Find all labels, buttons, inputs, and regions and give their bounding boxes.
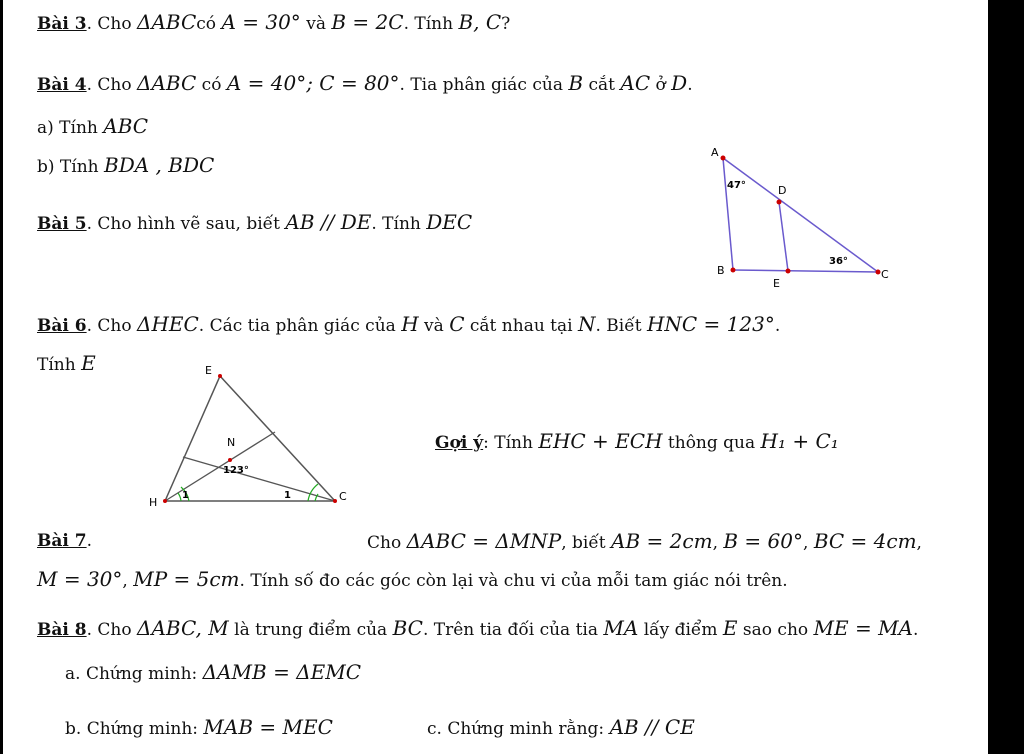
label-b: B [717,264,725,277]
exercise-8a [65,661,361,685]
exercise-6-question [37,352,96,376]
math: HNC = 123° [646,312,775,336]
text: . Tia phân giác của [399,75,569,95]
text: a) Tính [37,118,104,138]
math: MA [603,616,639,640]
math: AC [620,71,651,95]
text: c. Chứng minh rằng: [427,719,610,739]
point-h [163,499,167,503]
math: ABC [103,114,149,138]
text: cắt [583,75,621,95]
point-a [721,156,726,161]
text: , [712,533,724,553]
right-border [988,0,1024,754]
text: Tính [37,355,82,375]
angle-mark-h1 [178,493,181,501]
text: cắt nhau tại [464,316,578,336]
text: , [916,533,922,553]
math: E [722,616,738,640]
text: . Trên tia đối của tia [422,620,604,640]
text: ? [501,14,511,34]
math: EHC + ECH [538,429,663,453]
math: ΔABC = ΔMNP [406,529,562,553]
text: . Cho [86,316,137,336]
document-page [3,0,988,754]
angle-h1-label: 1 [182,490,189,501]
exercise-8c [427,716,695,740]
point-e [786,269,791,274]
math: H [401,312,419,336]
label-e: E [205,364,212,377]
angle-c1-label: 1 [284,490,291,501]
text: . Các tia phân giác của [198,316,402,336]
exercise-8 [37,617,918,641]
text: , [122,571,134,591]
segment-de [779,202,788,271]
exercise-7-label-line [37,530,92,552]
hint-label: Gợi ý [435,433,484,453]
math: D [671,71,688,95]
exercise-4a [37,115,148,139]
math: N [578,312,596,336]
exercise-3 [37,11,510,35]
segment-ec [220,376,335,501]
math: B = 60° [723,529,803,553]
math: C [449,312,465,336]
exercise-6-hint [435,430,839,454]
exercise-4-label: Bài 4 [37,75,87,95]
math: AB // DE [285,210,372,234]
exercise-3-label: Bài 3 [37,14,87,34]
text: . Tính số đo các góc còn lại và chu vi của mỗi tam giác nói trên. [239,571,788,591]
text: : Tính [483,433,539,453]
exercise-8-label: Bài 8 [37,620,87,640]
text: . Cho [86,14,137,34]
math: ME = MA [813,616,914,640]
bisector-c [183,457,335,501]
label-h: H [149,496,158,509]
angle-c-label: 36° [829,256,848,267]
point-c [876,270,881,275]
text: . Cho hình vẽ sau, biết [86,214,286,234]
label-e: E [773,277,780,290]
math: BC [392,616,423,640]
math: AB // CE [609,715,695,739]
text: Cho [367,533,407,553]
text: sao cho [737,620,814,640]
text: . [687,75,693,95]
text: là trung điểm của [228,620,393,640]
math: AB = 2cm [611,529,713,553]
exercise-7-line2 [37,568,788,592]
angle-n-label: 123° [223,465,249,476]
angle-a-label: 47° [727,180,746,191]
math: A = 30° [221,10,301,34]
text: . Tính [371,214,427,234]
text: và [300,14,332,34]
math: DEC [426,210,473,234]
exercise-7-label: Bài 7 [37,531,87,551]
label-d: D [778,184,787,197]
angle-mark-c2 [308,484,318,501]
label-c: C [881,268,889,281]
text: . [86,531,92,551]
math: ΔAMB = ΔEMC [202,660,362,684]
math: BC = 4cm [813,529,917,553]
math: ΔHEC [137,312,199,336]
figure-parallel-lines [693,140,908,295]
text: . Tính [403,14,459,34]
math: ΔABC, M [137,616,229,640]
point-d [777,200,782,205]
exercise-4b [37,154,214,178]
math: B = 2C [331,10,404,34]
math: B [568,71,584,95]
math: ΔABC [137,10,197,34]
text: ở [650,75,672,95]
exercise-4 [37,72,693,96]
exercise-6 [37,313,780,337]
exercise-6-label: Bài 6 [37,316,87,336]
math: MAB = MEC [203,715,333,739]
point-b [731,268,736,273]
text: . [913,620,919,640]
math: H₁ + C₁ [760,429,839,453]
segment-ab [723,158,733,270]
text: b. Chứng minh: [65,719,204,739]
math: MP = 5cm [133,567,240,591]
text: lấy điểm [638,620,723,640]
text: . [774,316,781,336]
point-e [218,374,222,378]
exercise-5 [37,211,472,235]
math: ΔABC [137,71,197,95]
text: có [196,75,227,95]
text: . Biết [595,316,647,336]
math: BDA , BDC [104,153,215,177]
label-a: A [711,146,719,159]
text: . Cho [86,620,137,640]
exercise-5-label: Bài 5 [37,214,87,234]
math: E [81,351,96,375]
text: b) Tính [37,157,104,177]
point-c [333,499,337,503]
text: , [803,533,814,553]
text: , biết [561,533,612,553]
figure-triangle-hec [143,360,353,515]
text: thông qua [662,433,761,453]
text: a. Chứng minh: [65,664,203,684]
text: có [196,14,222,34]
segment-bc [733,270,878,272]
math: M = 30° [37,567,123,591]
segment-eh [165,376,220,501]
exercise-8b [65,716,333,740]
exercise-7 [367,530,922,554]
math: B, C [458,10,502,34]
point-n [228,458,232,462]
text: . Cho [86,75,137,95]
text: và [418,316,450,336]
label-n: N [227,436,236,449]
math: A = 40°; C = 80° [226,71,400,95]
label-c: C [339,490,347,503]
segment-ac [723,158,878,272]
